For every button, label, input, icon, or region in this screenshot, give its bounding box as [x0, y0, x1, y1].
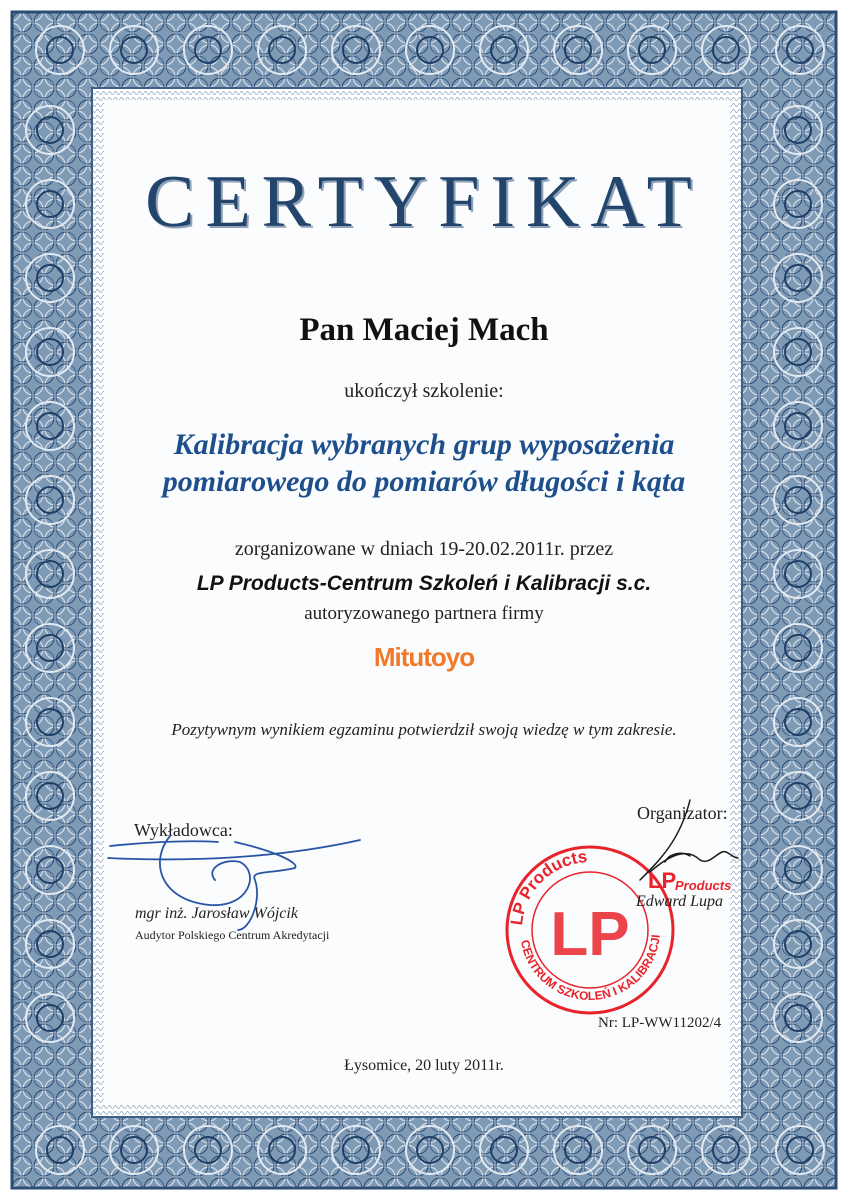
certificate-number: Nr: LP-WW11202/4 [598, 1015, 722, 1031]
svg-text:LP: LP [648, 868, 677, 893]
svg-text:Products: Products [675, 878, 732, 893]
company-name: LP Products-Centrum Szkoleń i Kalibracji s.c. [196, 572, 652, 595]
lecturer-name: mgr inż. Jarosław Wójcik [135, 905, 298, 922]
svg-text:CENTRUM SZKOLEŃ I KALIBRACJI: CENTRUM SZKOLEŃ I KALIBRACJI [517, 933, 663, 1004]
completed-text: ukończył szkolenie: [344, 380, 504, 402]
organizer-label: Organizator: [637, 803, 728, 823]
place-and-date: Łysomice, 20 luty 2011r. [344, 1057, 504, 1074]
course-title-line-2: pomiarowego do pomiarów długości i kąta [162, 465, 686, 498]
course-title-line-1: Kalibracja wybranych grup wyposażenia [173, 428, 675, 461]
lecturer-label: Wykładowca: [134, 820, 233, 840]
certificate-title: CERTYFIKAT [145, 161, 703, 243]
svg-text:LP Products: LP Products [507, 846, 589, 927]
svg-text:LP: LP [550, 900, 630, 969]
organized-text: zorganizowane w dniach 19-20.02.2011r. przez [234, 538, 614, 560]
organizer-name: Edward Lupa [636, 893, 723, 910]
mitutoyo-logo: Mitutoyo [373, 642, 475, 672]
recipient-name: Pan Maciej Mach [299, 312, 549, 348]
exam-statement: Pozytywnym wynikiem egzaminu potwierdził swoją wiedzę w tym zakresie. [171, 720, 677, 739]
partner-text: autoryzowanego partnera firmy [304, 603, 544, 624]
lecturer-role: Audytor Polskiego Centrum Akredytacji [135, 928, 330, 942]
